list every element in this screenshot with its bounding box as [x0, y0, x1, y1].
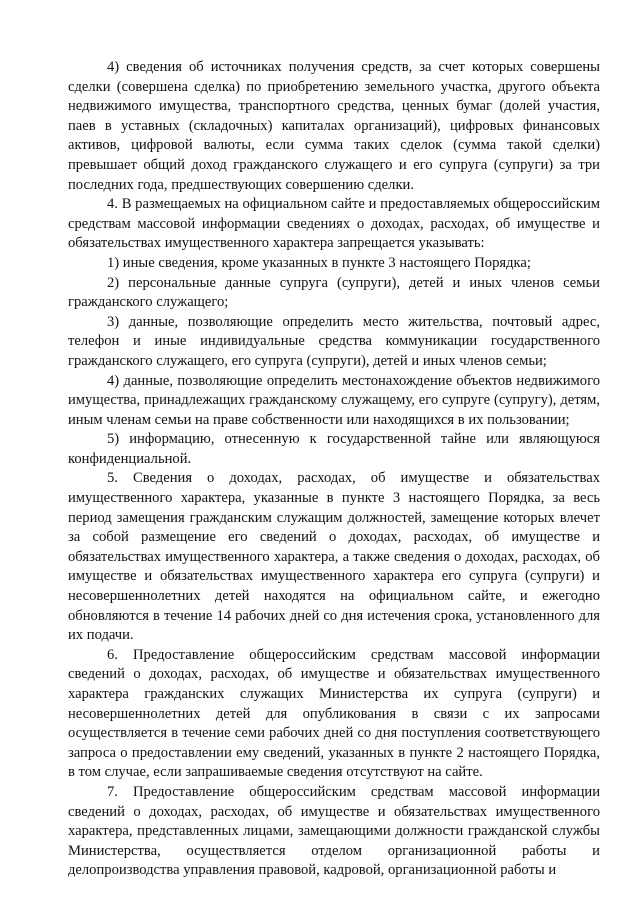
- document-page: [68, 58, 600, 881]
- paragraph-4-item-2: 2) персональные данные супруга (супруги), детей и иных членов семьи гражданского служащего;: [68, 274, 600, 311]
- paragraph-7: 7. Предоставление общероссийским средствам массовой информации сведений о доходах, расходах, об имуществе и обязательствах имущественного характера, представленных лицами, замещающими должности гражданской службы Министерства, осуществляется отделом организационной работы и делопроизводства управления правовой, кадровой, организационной работы и: [68, 783, 600, 879]
- paragraph-4-sub-4: 4) сведения об источниках получения средств, за счет которых совершены сделки (совершена сделка) по приобретению земельного участка, другого объекта недвижимого имущества, транспортного средства, ценных бумаг (долей участия, паев в уставных (складочных) капиталах организаций), цифровых финансовых активов, цифровой валюты, если сумма таких сделок (сумма такой сделки) превышает общий доход гражданского служащего и его супруга (супруги) за три последних года, предшествующих совершению сделки.: [68, 59, 600, 193]
- paragraph-4-item-3: 3) данные, позволяющие определить место жительства, почтовый адрес, телефон и иные индивидуальные средства коммуникации государственного гражданского служащего, его супруга (супруги), детей и иных членов семьи;: [68, 313, 600, 369]
- paragraph-4-item-1: 1) иные сведения, кроме указанных в пункте 3 настоящего Порядка;: [107, 254, 531, 271]
- paragraph-4-item-4: 4) данные, позволяющие определить местонахождение объектов недвижимого имущества, принадлежащих гражданскому служащему, его супруге (супругу), детям, иным членам семьи на праве собственности или находящихся в их пользовании;: [68, 372, 600, 428]
- paragraph-4-item-5: 5) информацию, отнесенную к государственной тайне или являющуюся конфиденциальной.: [68, 431, 600, 467]
- paragraph-5: 5. Сведения о доходах, расходах, об имуществе и обязательствах имущественного характера, указанные в пункте 3 настоящего Порядка, за весь период замещения гражданским служащим должностей, замещение которых влечет за собой размещение его сведений о доходах, расходах, об имуществе и обязательствах имущественного характера, а также сведения о доходах, расходах, об имуществе и обязательствах имущественного характера его супруга (супруги) и несовершеннолетних детей находятся на официальном сайте, и ежегодно обновляются в течение 14 рабочих дней со дня истечения срока, установленного для их подачи.: [68, 470, 600, 644]
- paragraph-4: 4. В размещаемых на официальном сайте и предоставляемых общероссийским средствам массовой информации сведениях о доходах, расходах, об имуществе и обязательствах имущественного характера запрещается указывать:: [68, 196, 600, 252]
- paragraph-6: 6. Предоставление общероссийским средствам массовой информации сведений о доходах, расходах, об имуществе и обязательствах имущественного характера гражданских служащих Министерства их супруга (супруги) и несовершеннолетних детей для опубликования в связи с их запросами осуществляется в течение семи рабочих дней со дня поступления соответствующего запроса о предоставлении ему сведений, указанных в пункте 2 настоящего Порядка, в том случае, если запрашиваемые сведения отсутствуют на сайте.: [68, 646, 600, 781]
